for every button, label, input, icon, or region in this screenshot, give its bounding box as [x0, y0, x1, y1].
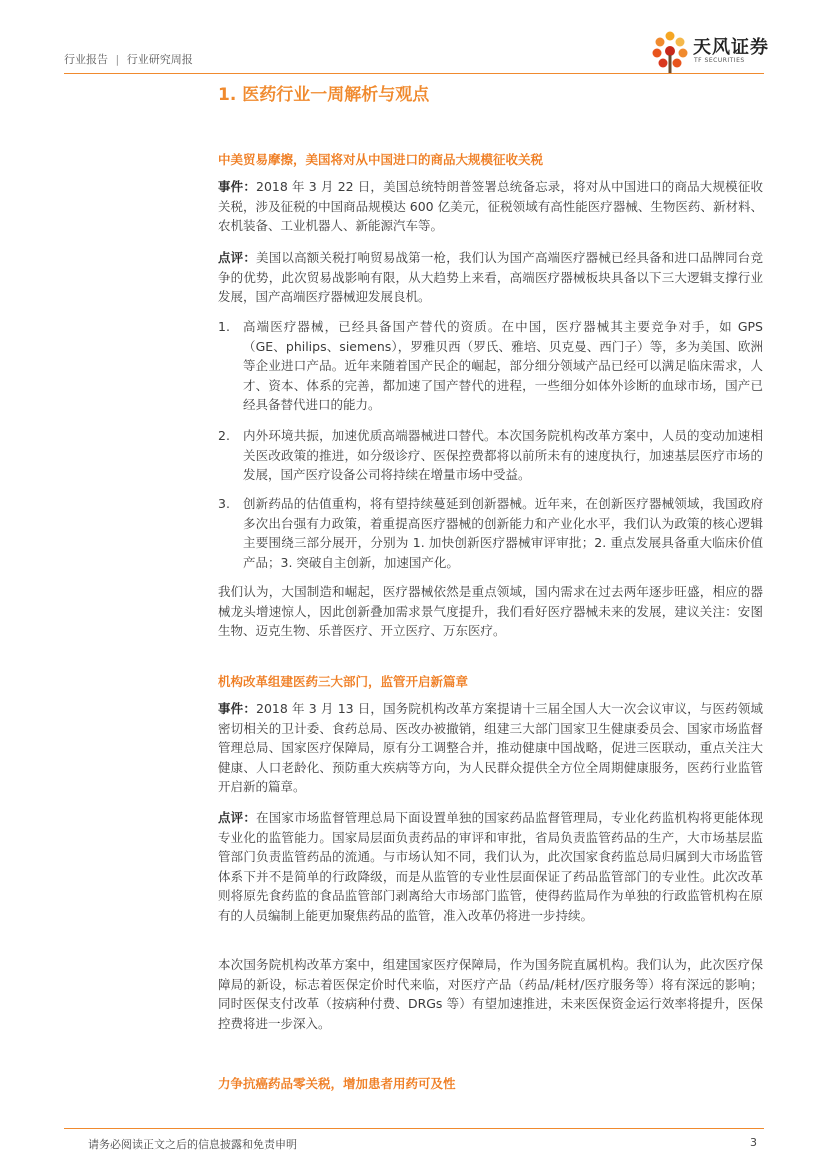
list-number: 2.: [218, 428, 230, 443]
list-number: 3.: [218, 496, 230, 511]
header-separator: |: [115, 53, 120, 66]
page-title: 1. 医药行业一周解析与观点: [218, 85, 430, 105]
comment-paragraph: [218, 808, 763, 925]
flower-logo-icon: [649, 29, 691, 75]
event-label: 事件：: [218, 179, 257, 194]
logo-text-cn: 天风证券: [693, 37, 769, 58]
report-category: [64, 51, 193, 67]
list-item: [218, 426, 763, 485]
section-heading: 力争抗癌药品零关税，增加患者用药可及性: [218, 1076, 456, 1091]
comment-text: 在国家市场监督管理总局下面设置单独的国家药品监督管理局，专业化药监机构将更能体现专业化的监管能力。国家局层面负责药品的审评和审批，省局负责监管药品的生产，大市场基层监管部门负责监管药品的流通。与市场认知不同，我们认为，此次国家食药监总局归属到大市场监管体系下并不是简单的行政降级，而是从监管的专业性层面保证了药品监管部门的专业性。此次改革则将原先食药监的食品监管部门剥离给大市场部门监管，使得药监局作为单独的行政监管机构在原有的人员编制上能更加聚焦药品的监管，准入改革仍将进一步持续。: [218, 810, 763, 923]
event-paragraph: [218, 177, 763, 236]
page-number: 3: [750, 1136, 757, 1149]
report-subtype: 行业研究周报: [126, 53, 193, 66]
conclusion-paragraph: 我们认为，大国制造和崛起，医疗器械依然是重点领域，国内需求在过去两年逐步旺盛，相应的器械龙头增速惊人，因此创新叠加需求景气度提升，我们看好医疗器械未来的发展，建议关注：安图生物、迈克生物、乐普医疗、开立医疗、万东医疗。: [218, 584, 763, 638]
event-text: 2018 年 3 月 13 日，国务院机构改革方案提请十三届全国人大一次会议审议，与医药领域密切相关的卫计委、食药总局、医改办被撤销，组建三大部门国家卫生健康委员会、国家市场监督管理总局、国家医疗保障局，原有分工调整合并，推动健康中国战略，促进三医联动，重点关注大健康、人口老龄化、预防重大疾病等方向，为人民群众提供全方位全周期健康服务，医药行业监管开启新的篇章。: [218, 701, 763, 794]
section-heading: 中美贸易摩擦，美国将对从中国进口的商品大规模征收关税: [218, 152, 544, 167]
comment-label: 点评：: [218, 250, 257, 265]
report-type: 行业报告: [64, 53, 108, 66]
list-item: [218, 317, 763, 415]
footer-rule: [64, 1128, 764, 1129]
section-heading: 机构改革组建医药三大部门，监管开启新篇章: [218, 674, 469, 689]
list-number: 1.: [218, 319, 230, 334]
event-paragraph: [218, 699, 763, 797]
comment-label: 点评：: [218, 810, 257, 825]
event-label: 事件：: [218, 701, 257, 716]
event-text: 2018 年 3 月 22 日，美国总统特朗普签署总统备忘录，将对从中国进口的商品大规模征收关税，涉及征税的中国商品规模达 600 亿美元，征税领域有高性能医疗器械、生物医药、新材料、农机装备、工业机器人、新能源汽车等。: [218, 179, 763, 233]
comment-text: 美国以高额关税打响贸易战第一枪，我们认为国产高端医疗器械已经具备和进口品牌同台竞争的优势，此次贸易战影响有限，从大趋势上来看，高端医疗器械板块具备以下三大逻辑支撑行业发展，国产高端医疗器械迎发展良机。: [218, 250, 763, 304]
logo-text-en: TF SECURITIES: [694, 57, 745, 64]
company-logo: [649, 29, 779, 75]
list-text: 高端医疗器械，已经具备国产替代的资质。在中国，医疗器械其主要竞争对手，如 GPS（GE、philips、siemens），罗雅贝西（罗氏、雅培、贝克曼、西门子）等，多为美国、欧洲等企业进口产品。近年来随着国产民企的崛起，部分细分领域产品已经可以满足临床需求，人才、资本、体系的完善，都加速了国产替代的进程，一些细分如体外诊断的血球市场，国产已经具备替代进口的能力。: [243, 319, 763, 412]
header-rule: [64, 73, 764, 74]
footer-disclaimer: 请务必阅读正文之后的信息披露和免责申明: [88, 1138, 297, 1151]
body-paragraph: 本次国务院机构改革方案中，组建国家医疗保障局，作为国务院直属机构。我们认为，此次医疗保障局的新设，标志着医保定价时代来临，对医疗产品（药品/耗材/医疗服务等）将有深远的影响；同时医保支付改革（按病种付费、DRGs 等）有望加速推进，未来医保资金运行效率将提升，医保控费将进一步深入。: [218, 957, 763, 1031]
list-text: 创新药品的估值重构，将有望持续蔓延到创新器械。近年来，在创新医疗器械领域，我国政府多次出台强有力政策，着重提高医疗器械的创新能力和产业化水平，我们认为政策的核心逻辑主要围绕三部分展开，分别为 1. 加快创新医疗器械审评审批；2. 重点发展具备重大临床价值产品；3. 突破自主创新，加速国产化。: [243, 496, 763, 570]
list-text: 内外环境共振，加速优质高端器械进口替代。本次国务院机构改革方案中，人员的变动加速相关医改政策的推进，如分级诊疗、医保控费都将以前所未有的速度执行，加速基层医疗市场的发展，国产医疗设备公司将持续在增量市场中受益。: [243, 428, 763, 482]
list-item: [218, 494, 763, 572]
comment-paragraph: [218, 248, 763, 307]
